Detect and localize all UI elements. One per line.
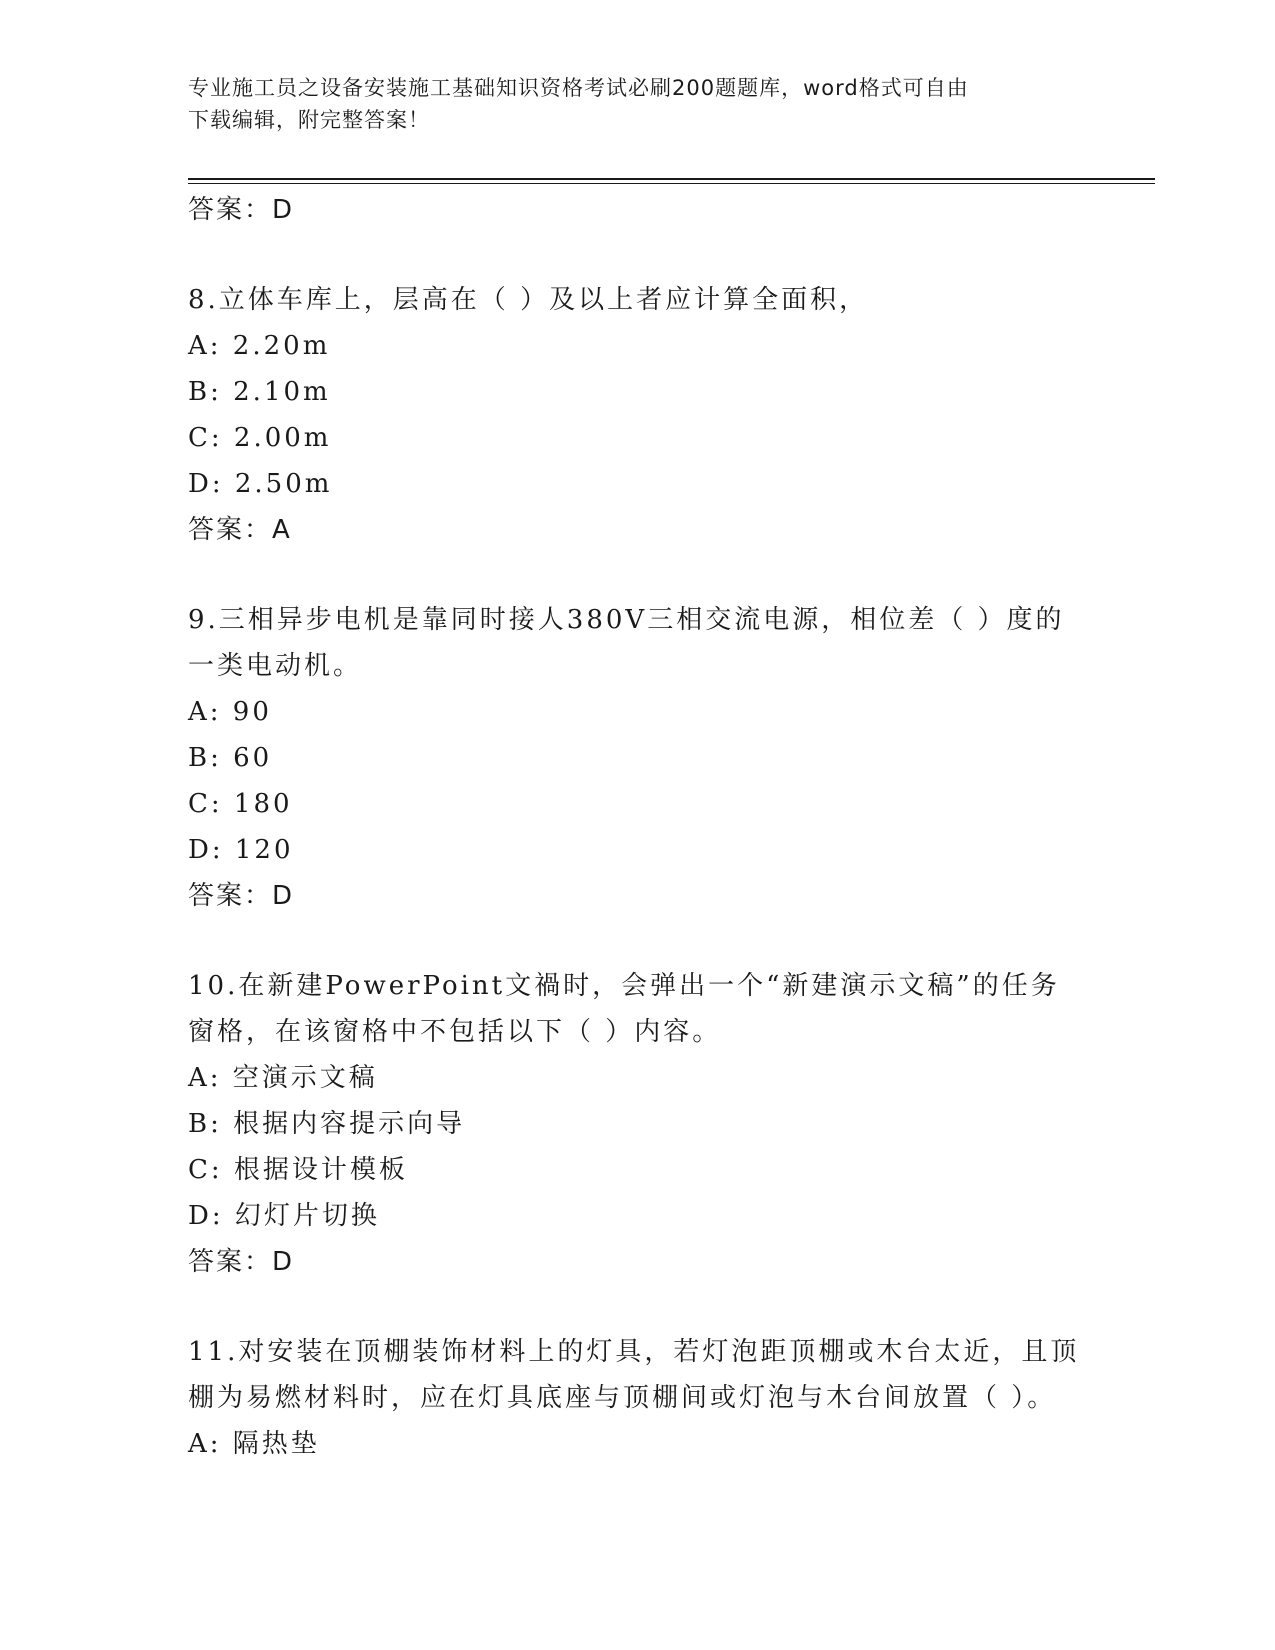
question-stem: 棚为易燃材料时，应在灯具底座与顶棚间或灯泡与木台间放置（ ）。	[188, 1383, 1057, 1413]
answer-line: 答案：D	[188, 881, 295, 911]
header-rule-thin	[188, 183, 1155, 184]
question-stem: 10.在新建PowerPoint文禍时，会弹出一个“新建演示文稿”的任务	[188, 971, 1060, 1001]
question-11	[188, 1329, 1088, 1467]
question-stem: 9.三相异步电机是靠同时接人380V三相交流电源，相位差（ ）度的	[188, 605, 1065, 635]
option-c: C: 2.00m	[188, 423, 332, 453]
answer-line: 答案：D	[188, 195, 295, 225]
answer-line: 答案：D	[188, 1247, 295, 1277]
option-a: A: 隔热垫	[188, 1429, 320, 1459]
option-d: D: 120	[188, 835, 294, 865]
question-9	[188, 597, 1088, 919]
option-b: B: 2.10m	[188, 377, 331, 407]
option-b: B: 60	[188, 743, 273, 773]
option-a: A: 90	[188, 697, 272, 727]
document-body	[188, 187, 1088, 1467]
option-d: D: 幻灯片切换	[188, 1201, 380, 1231]
header-line-2: 下载编辑，附完整答案！	[188, 108, 430, 132]
question-stem: 一类电动机。	[188, 651, 363, 681]
document-header	[188, 72, 1068, 136]
header-rule-thick	[188, 178, 1155, 180]
option-c: C: 180	[188, 789, 293, 819]
question-stem: 窗格，在该窗格中不包括以下（ ）内容。	[188, 1017, 722, 1047]
question-8	[188, 277, 1088, 553]
answer-line: 答案：A	[188, 515, 292, 545]
option-c: C: 根据设计模板	[188, 1155, 408, 1185]
question-stem: 11.对安装在顶棚装饰材料上的灯具，若灯泡距顶棚或木台太近，且顶	[188, 1337, 1080, 1367]
question-stem: 8.立体车库上，层高在（ ）及以上者应计算全面积，	[188, 285, 869, 315]
option-a: A: 2.20m	[188, 331, 331, 361]
header-line-1: 专业施工员之设备安装施工基础知识资格考试必刷200题题库，word格式可自由	[188, 76, 969, 100]
question-10	[188, 963, 1088, 1285]
option-a: A: 空演示文稿	[188, 1063, 378, 1093]
option-b: B: 根据内容提示向导	[188, 1109, 466, 1139]
option-d: D: 2.50m	[188, 469, 333, 499]
